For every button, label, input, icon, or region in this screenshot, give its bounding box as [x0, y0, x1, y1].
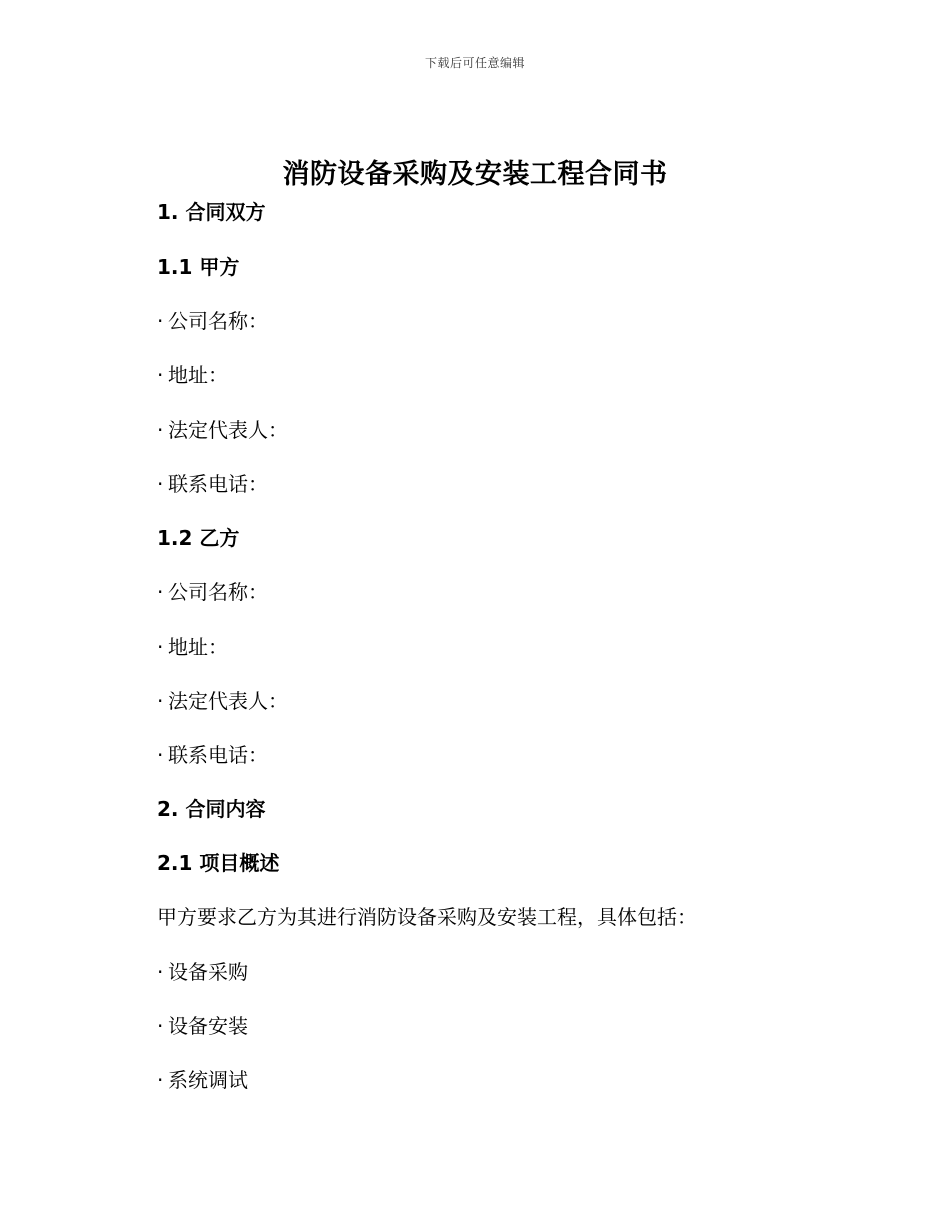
bullet-marker: ·: [157, 1014, 164, 1038]
bullet-marker: ·: [157, 363, 164, 387]
party-a-company-name: [157, 308, 268, 334]
field-label: 联系电话：: [168, 472, 268, 496]
subsection-heading-party-b: 1.2 乙方: [157, 526, 240, 550]
section-heading-parties: 1. 合同双方: [157, 200, 266, 224]
scope-item-equipment-installation: [157, 1013, 248, 1039]
field-label: 联系电话：: [168, 743, 268, 767]
party-b-legal-representative: [157, 688, 288, 714]
field-label: 公司名称：: [168, 580, 268, 604]
scope-item-label: 设备安装: [168, 1014, 248, 1038]
bullet-marker: ·: [157, 635, 164, 659]
field-label: 法定代表人：: [168, 418, 288, 442]
field-label: 地址：: [168, 363, 228, 387]
bullet-marker: ·: [157, 1068, 164, 1092]
scope-item-label: 系统调试: [168, 1068, 248, 1092]
header-note: 下载后可任意编辑: [424, 56, 525, 70]
bullet-marker: ·: [157, 580, 164, 604]
section-heading-contract-content: 2. 合同内容: [157, 797, 266, 821]
scope-item-system-commissioning: [157, 1067, 248, 1093]
scope-item-label: 设备采购: [168, 960, 248, 984]
party-b-company-name: [157, 579, 268, 605]
field-label: 法定代表人：: [168, 689, 288, 713]
party-b-phone: [157, 742, 268, 768]
party-a-phone: [157, 471, 268, 497]
bullet-marker: ·: [157, 472, 164, 496]
scope-item-equipment-procurement: [157, 959, 248, 985]
bullet-marker: ·: [157, 309, 164, 333]
field-label: 公司名称：: [168, 309, 268, 333]
party-a-legal-representative: [157, 417, 288, 443]
bullet-marker: ·: [157, 960, 164, 984]
bullet-marker: ·: [157, 743, 164, 767]
bullet-marker: ·: [157, 689, 164, 713]
field-label: 地址：: [168, 635, 228, 659]
bullet-marker: ·: [157, 418, 164, 442]
document-title: 消防设备采购及安装工程合同书: [282, 159, 668, 190]
subsection-heading-party-a: 1.1 甲方: [157, 255, 240, 279]
project-overview-paragraph: 甲方要求乙方为其进行消防设备采购及安装工程，具体包括：: [157, 905, 697, 929]
subsection-heading-project-overview: 2.1 项目概述: [157, 851, 280, 875]
party-b-address: [157, 634, 228, 660]
party-a-address: [157, 362, 228, 388]
